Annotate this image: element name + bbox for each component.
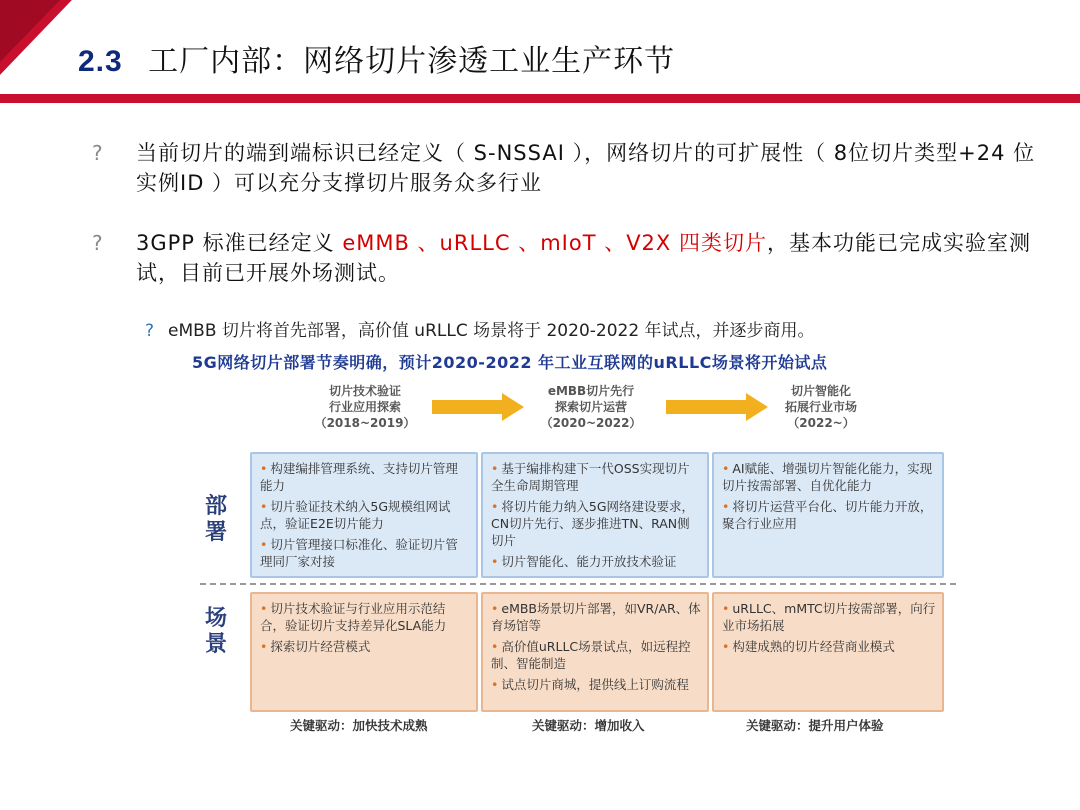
- cell-item: 探索切片经营模式: [270, 639, 371, 654]
- page-title: [78, 36, 675, 80]
- scene-cell-3: • uRLLC、mMTC切片按需部署，向行业市场拓展 • 构建成熟的切片经营商业模式: [712, 592, 944, 712]
- row-divider: [200, 583, 956, 585]
- cell-item: AI赋能、增强切片智能化能力，实现切片按需部署、自优化能力: [722, 461, 933, 493]
- phase-3: [746, 383, 896, 431]
- deploy-cell-2: • 基于编排构建下一代OSS实现切片全生命周期管理 • 将切片能力纳入5G网络建设要求，CN切片先行、逐步推进TN、RAN侧切片 • 切片智能化、能力开放技术验证: [481, 452, 709, 578]
- cell-item: 切片管理接口标准化、验证切片管理同厂家对接: [260, 537, 458, 569]
- phase-line: （2020~2022）: [540, 416, 642, 430]
- phase-line: （2018~2019）: [314, 416, 416, 430]
- cell-item: 将切片能力纳入5G网络建设要求，CN切片先行、逐步推进TN、RAN侧切片: [491, 499, 695, 548]
- cell-item: uRLLC、mMTC切片按需部署，向行业市场拓展: [722, 601, 936, 633]
- cell-item: eMBB场景切片部署，如VR/AR、体育场馆等: [491, 601, 701, 633]
- deploy-cell-3: • AI赋能、增强切片智能化能力，实现切片按需部署、自优化能力 • 将切片运营平台化、切片能力开放，聚合行业应用: [712, 452, 944, 578]
- bullet-mark: ?: [92, 141, 104, 165]
- deploy-cell-1: • 构建编排管理系统、支持切片管理能力 • 切片验证技术纳入5G规模组网试点，验证E2E切片能力 • 切片管理接口标准化、验证切片管理同厂家对接: [250, 452, 478, 578]
- phase-line: eMBB切片先行: [547, 384, 635, 398]
- row-label-deploy: 部署: [204, 494, 227, 545]
- bullet-suffix: ，基本功能已完成实验室测试，目前已开展外场测试。: [136, 231, 1031, 285]
- bullet-mark: ?: [92, 231, 104, 255]
- phase-line: （2022~）: [787, 416, 855, 430]
- phase-line: 拓展行业市场: [784, 400, 857, 414]
- phase-line: 切片智能化: [790, 384, 851, 398]
- cell-item: 基于编排构建下一代OSS实现切片全生命周期管理: [491, 461, 690, 493]
- cell-item: 切片验证技术纳入5G规模组网试点，验证E2E切片能力: [260, 499, 451, 531]
- slide-header: [0, 0, 1080, 110]
- sub-bullet-mark: ?: [145, 321, 155, 341]
- phase-line: 行业应用探索: [328, 400, 401, 414]
- bullet-text: [136, 228, 1046, 288]
- row-label-scene: 场景: [204, 606, 227, 657]
- phase-line: 切片技术验证: [328, 384, 401, 398]
- scene-cell-1: • 切片技术验证与行业应用示范结合，验证切片支持差异化SLA能力 • 探索切片经营模式: [250, 592, 478, 712]
- arrow-right-icon: [432, 393, 524, 421]
- key-driver-3: 关键驱动：提升用户体验: [746, 718, 884, 733]
- bullet-prefix: 3GPP 标准已经定义: [136, 231, 343, 255]
- section-number: 2.3: [78, 45, 123, 78]
- cell-item: 试点切片商城，提供线上订购流程: [501, 677, 689, 692]
- slice-types-highlight: eMMB 、uRLLC 、mIoT 、V2X 四类切片: [342, 231, 767, 255]
- section-title: 工厂内部：网络切片渗透工业生产环节: [148, 44, 676, 79]
- cell-item: 切片技术验证与行业应用示范结合，验证切片支持差异化SLA能力: [260, 601, 447, 633]
- cell-item: 将切片运营平台化、切片能力开放，聚合行业应用: [722, 499, 933, 531]
- figure-title: 5G网络切片部署节奏明确，预计2020-2022 年工业互联网的uRLLC场景将开始试点: [192, 353, 828, 372]
- phase-2: [516, 383, 666, 431]
- scene-cell-2: • eMBB场景切片部署，如VR/AR、体育场馆等 • 高价值uRLLC场景试点，如远程控制、智能制造 • 试点切片商城，提供线上订购流程: [481, 592, 709, 712]
- phase-line: 探索切片运营: [554, 400, 627, 414]
- cell-item: 切片智能化、能力开放技术验证: [501, 554, 677, 569]
- cell-item: 构建成熟的切片经营商业模式: [732, 639, 895, 654]
- cell-item: 高价值uRLLC场景试点，如远程控制、智能制造: [491, 639, 691, 671]
- sub-bullet: [145, 316, 815, 341]
- key-driver-1: 关键驱动：加快技术成熟: [290, 718, 428, 733]
- key-driver-2: 关键驱动：增加收入: [532, 718, 645, 733]
- cell-item: 构建编排管理系统、支持切片管理能力: [260, 461, 458, 493]
- bullet-text: 当前切片的端到端标识已经定义（ S-NSSAI ），网络切片的可扩展性（ 8位切片类型+24 位实例ID ）可以充分支撑切片服务众多行业: [136, 141, 1036, 195]
- phase-1: [290, 383, 440, 431]
- sub-bullet-text: eMBB 切片将首先部署，高价值 uRLLC 场景将于 2020-2022 年试点，并逐步商用。: [168, 321, 815, 341]
